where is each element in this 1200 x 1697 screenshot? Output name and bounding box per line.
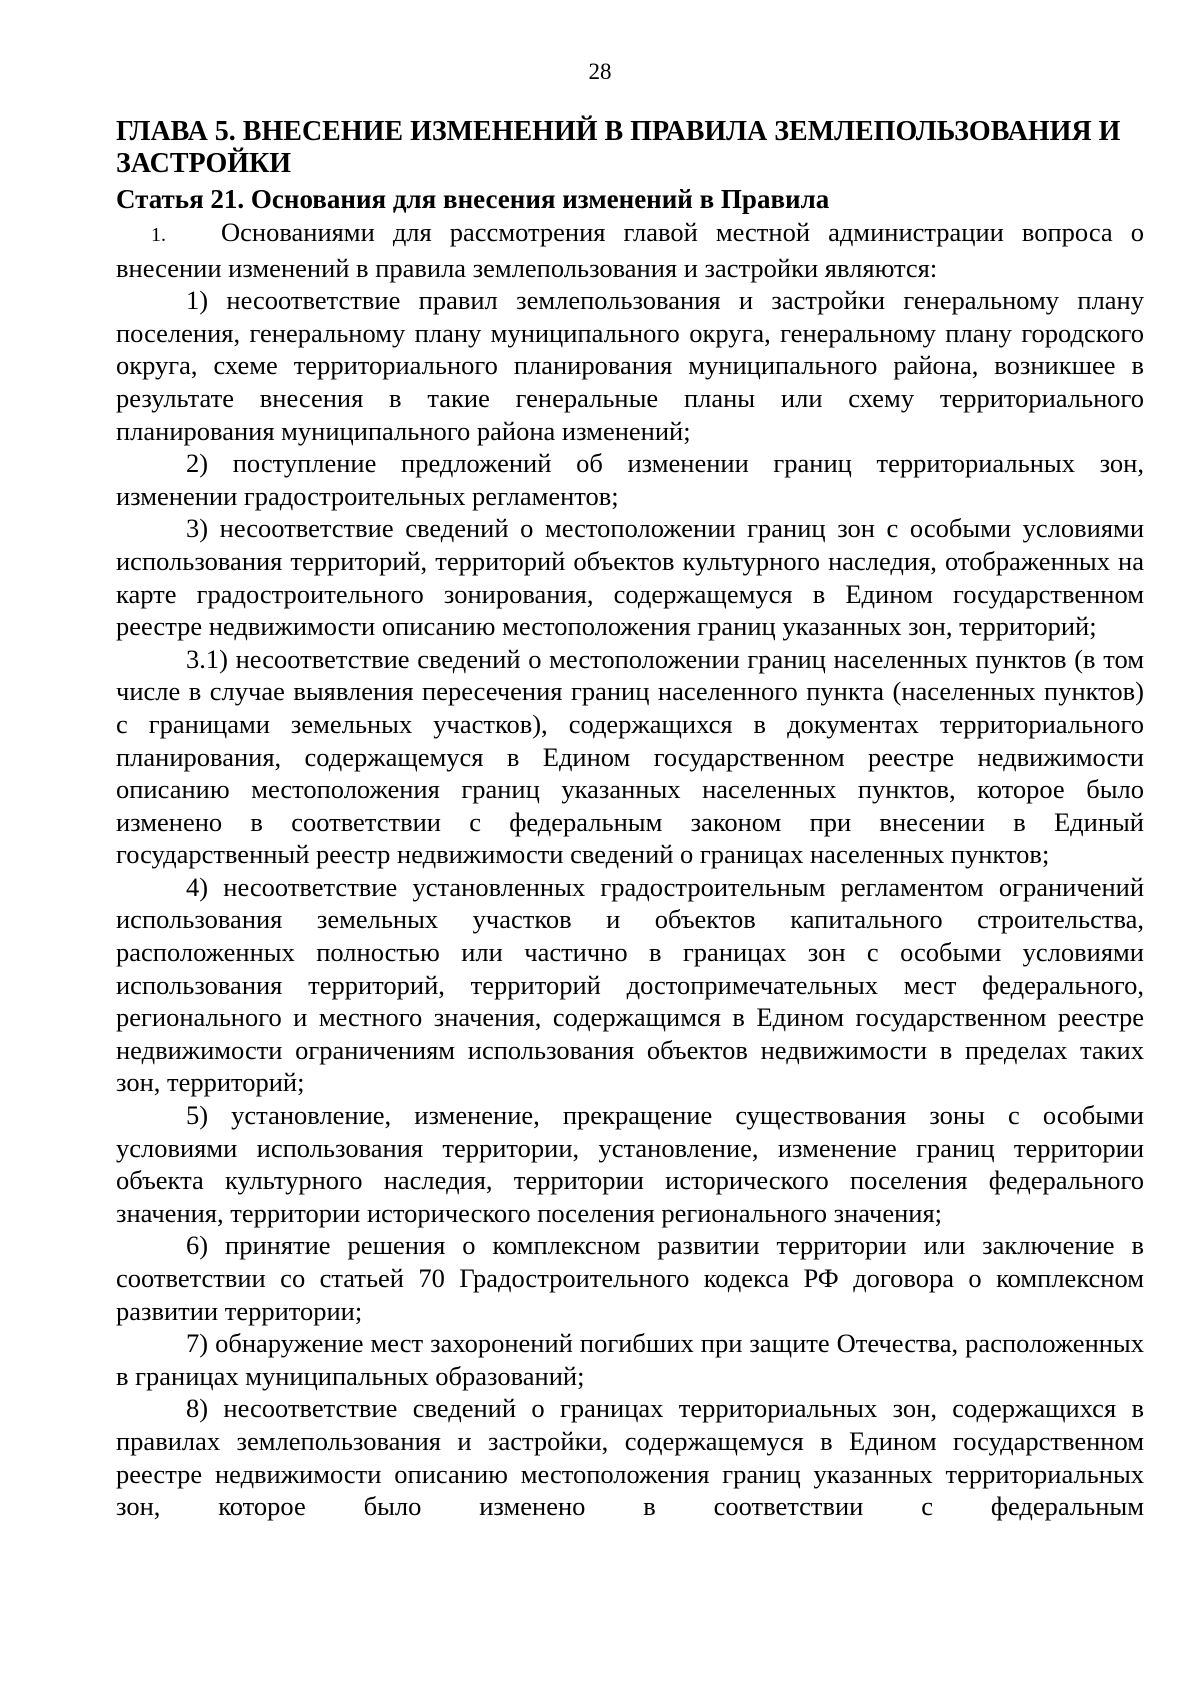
clause-3-1: 3.1) несоответствие сведений о местоположении границ населенных пунктов (в том числе в случае выявления пересечения границ населенного пункта (населенных пунктов) с границами земельных участков), содержащихся в документах территориального планирования, содержащемуся в Едином государственном реестре недвижимости описанию местоположения границ указанных населенных пунктов, которое было изменено в соответствии с федеральным законом при внесении в Единый государственный реестр недвижимости сведений о границах населенных пунктов; [116,643,1144,870]
clause-4: 4) несоответствие установленных градостроительным регламентом ограничений использования земельных участков и объектов капитального строительства, расположенных полностью или частично в границах зон с особыми условиями использования территорий, территорий достопримечательных мест федерального, регионального и местного значения, содержащимся в Едином государственном реестре недвижимости ограничениям использования объектов недвижимости в пределах таких зон, территорий; [116,871,1144,1098]
clause-6: 6) принятие решения о комплексном развитии территории или заключение в соответствии со статьей 70 Градостроительного кодекса РФ договора о комплексном развитии территории; [116,1230,1144,1326]
item-number: 1. [151,224,166,246]
paragraph-intro [116,216,1144,284]
page-number: 28 [588,59,612,84]
document-body [116,116,1144,1523]
intro-text: Основаниями для рассмотрения главой местной администрации вопроса о внесении изменений в правила землепользования и застройки являются: [116,217,1144,283]
chapter-title: ГЛАВА 5. ВНЕСЕНИЕ ИЗМЕНЕНИЙ В ПРАВИЛА ЗЕМЛЕПОЛЬЗОВАНИЯ И ЗАСТРОЙКИ [116,116,1121,179]
clause-3: 3) несоответствие сведений о местоположении границ зон с особыми условиями использования территорий, территорий объектов культурного наследия, отображенных на карте градостроительного зонирования, содержащемуся в Едином государственном реестре недвижимости описанию местоположения границ указанных зон, территорий; [116,513,1144,642]
clause-8: 8) несоответствие сведений о границах территориальных зон, содержащихся в правилах землепользования и застройки, содержащемуся в Едином государственном реестре недвижимости описанию местоположения границ указанных территориальных зон, которое было изменено в соответствии с федеральным [116,1393,1144,1522]
clause-1: 1) несоответствие правил землепользования и застройки генеральному плану поселения, генеральному плану муниципального округа, генеральному плану городского округа, схеме территориального планирования муниципального района, возникшее в результате внесения в такие генеральные планы или схему территориального планирования муниципального района изменений; [116,285,1144,446]
clause-7: 7) обнаружение мест захоронений погибших при защите Отечества, расположенных в границах муниципальных образований; [116,1328,1144,1391]
clause-5: 5) установление, изменение, прекращение существования зоны с особыми условиями использования территории, установление, изменение границ территории объекта культурного наследия, территории исторического поселения федерального значения, территории исторического поселения регионального значения; [116,1100,1144,1228]
clause-2: 2) поступление предложений об изменении границ территориальных зон, изменении градостроительных регламентов; [116,448,1144,511]
article-title: Статья 21. Основания для внесения изменений в Правила [116,184,830,214]
